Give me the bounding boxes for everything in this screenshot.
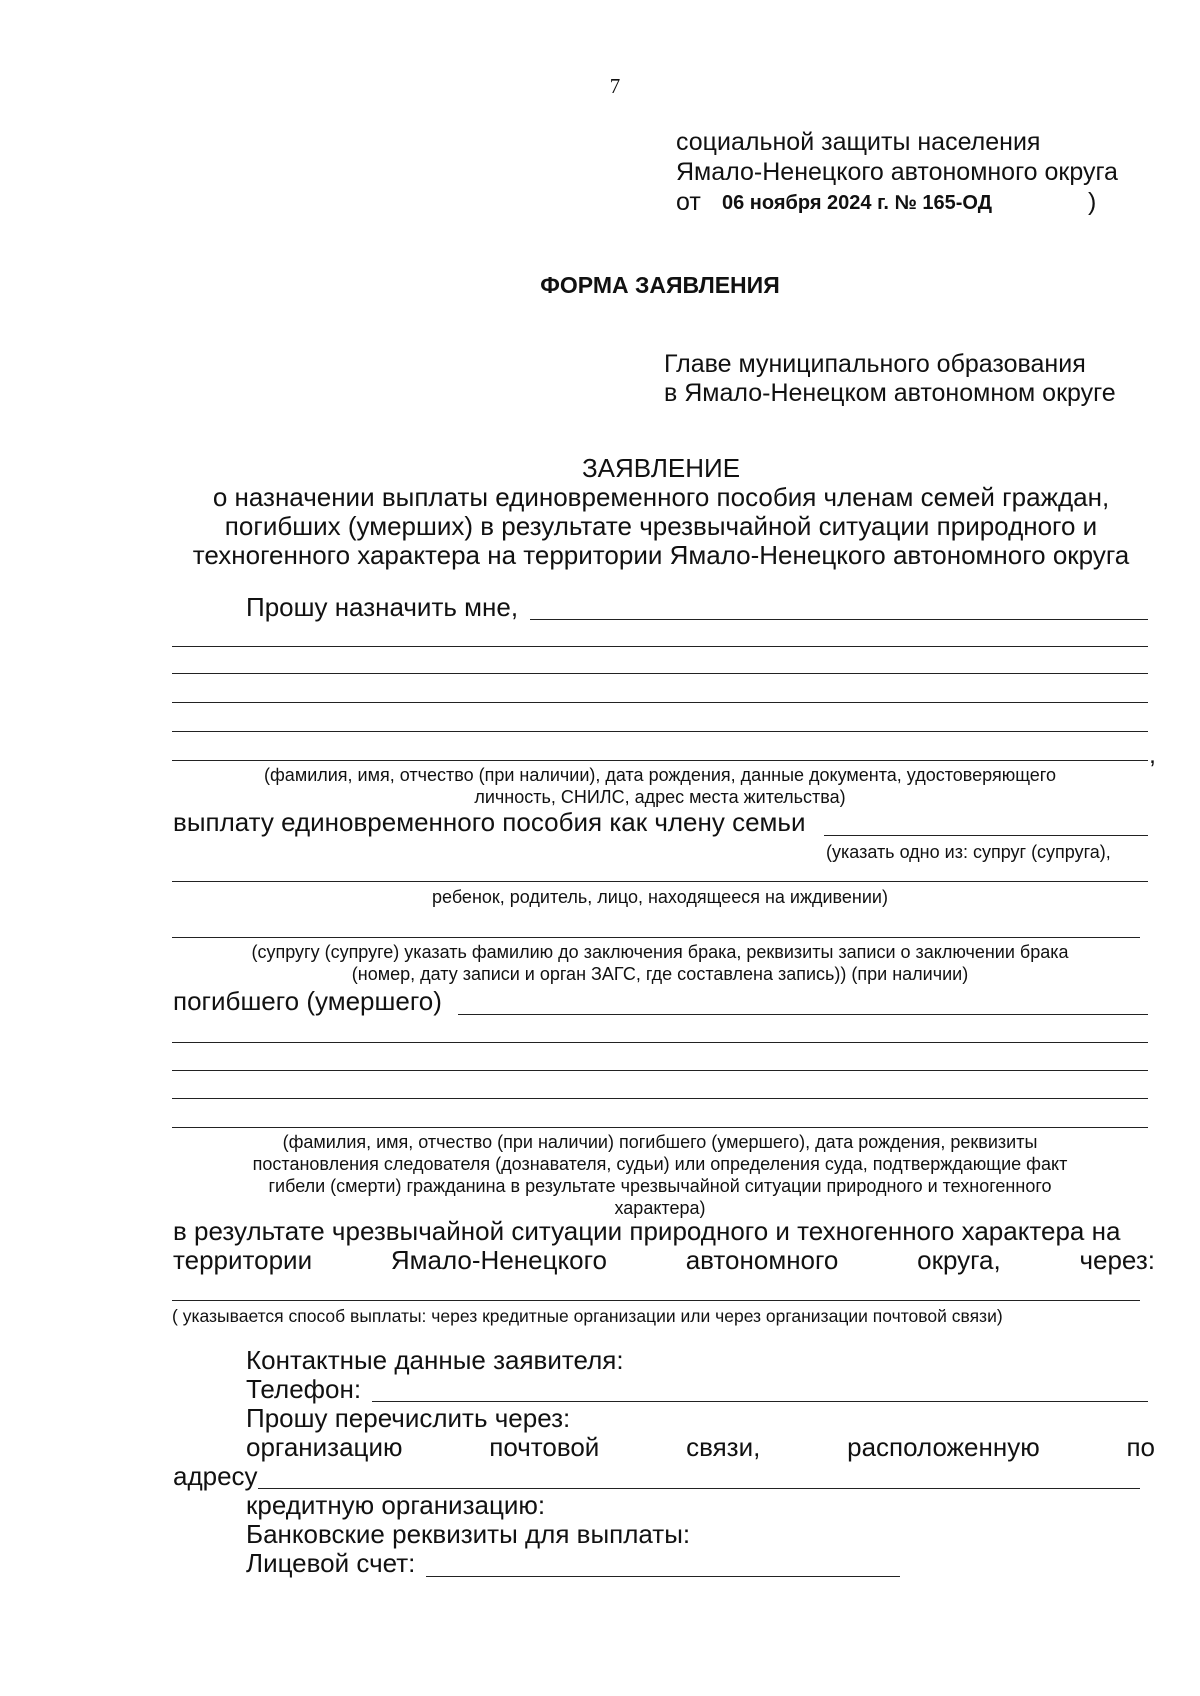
credit-org-label: кредитную организацию: — [246, 1490, 546, 1520]
postal-word: связи, — [686, 1432, 761, 1462]
address-field[interactable] — [258, 1488, 1140, 1489]
family-text: выплату единовременного пособия как члену семьи — [173, 807, 806, 837]
applicant-field-line-5[interactable] — [172, 731, 1148, 732]
result-word: территории — [173, 1245, 313, 1275]
applicant-request: Прошу назначить мне, — [246, 592, 519, 622]
family-hint-3-line-1: (супругу (супруге) указать фамилию до заключения брака, реквизиты записи о заключении брака — [251, 942, 1069, 962]
postal-word: организацию — [246, 1432, 403, 1462]
applicant-field-line-3[interactable] — [172, 673, 1148, 674]
deceased-hint-line-1: (фамилия, имя, отчество (при наличии) погибшего (умершего), дата рождения, реквизиты — [282, 1132, 1038, 1152]
statement-title: ЗАЯВЛЕНИЕ — [581, 453, 741, 483]
deceased-hint-line-3: гибели (смерти) гражданина в результате чрезвычайной ситуации природного и техногенного — [268, 1176, 1052, 1196]
result-hint: ( указывается способ выплаты: через кредитные организации или через организации почтовой связи) — [172, 1306, 1003, 1326]
deceased-name-field[interactable] — [458, 1014, 1148, 1015]
result-word: через: — [1079, 1245, 1155, 1275]
contacts-title: Контактные данные заявителя: — [246, 1345, 624, 1375]
addressee-line-2: в Ямало-Ненецком автономном округе — [664, 379, 1116, 407]
result-word: Ямало-Ненецкого — [390, 1245, 607, 1275]
transfer-label: Прошу перечислить через: — [246, 1403, 571, 1433]
applicant-comma: , — [1149, 741, 1156, 769]
postal-word: почтовой — [489, 1432, 600, 1462]
result-word: округа, — [917, 1245, 1001, 1275]
account-label: Лицевой счет: — [246, 1548, 416, 1578]
deceased-hint-line-2: постановления следователя (дознавателя, судьи) или определения суда, подтверждающие факт — [252, 1154, 1068, 1174]
applicant-name-field[interactable] — [530, 619, 1148, 620]
postal-line — [246, 1432, 1155, 1462]
bank-details-label: Банковские реквизиты для выплаты: — [246, 1519, 691, 1549]
family-hint-2: ребенок, родитель, лицо, находящееся на иждивении) — [432, 887, 888, 907]
applicant-field-line-2[interactable] — [172, 646, 1148, 647]
family-hint-1: (указать одно из: супруг (супруга), — [826, 842, 1111, 862]
deceased-field-line-3[interactable] — [172, 1070, 1148, 1071]
header-close-paren: ) — [1088, 188, 1097, 216]
deceased-hint-line-4: характера) — [614, 1198, 706, 1218]
postal-word: расположенную — [847, 1432, 1040, 1462]
result-line-2 — [173, 1245, 1155, 1275]
payment-method-field[interactable] — [172, 1300, 1140, 1301]
page-number: 7 — [609, 74, 621, 98]
family-field-line-2[interactable] — [172, 881, 1148, 882]
account-field[interactable] — [426, 1576, 900, 1577]
applicant-hint-line-1: (фамилия, имя, отчество (при наличии), дата рождения, данные документа, удостоверяющего — [264, 765, 1056, 785]
family-hint-3-line-2: (номер, дату записи и орган ЗАГС, где составлена запись)) (при наличии) — [351, 964, 969, 984]
statement-line-1: о назначении выплаты единовременного пособия членам семей граждан, — [212, 482, 1110, 512]
addressee-line-1: Главе муниципального образования — [664, 350, 1086, 378]
result-line-1: в результате чрезвычайной ситуации природного и техногенного характера на — [173, 1216, 1121, 1246]
address-label: адресу — [173, 1461, 258, 1491]
form-title: ФОРМА ЗАЯВЛЕНИЯ — [540, 272, 780, 298]
applicant-hint-line-2: личность, СНИЛС, адрес места жительства) — [474, 787, 846, 807]
deceased-label: погибшего (умершего) — [173, 986, 442, 1016]
phone-label: Телефон: — [246, 1374, 362, 1404]
header-date-number: 06 ноября 2024 г. № 165-ОД — [722, 192, 992, 214]
applicant-field-line-4[interactable] — [172, 702, 1148, 703]
statement-line-3: техногенного характера на территории Ямало-Ненецкого автономного округа — [192, 540, 1130, 570]
header-line-1: социальной защиты населения — [676, 128, 1041, 156]
applicant-field-line-6[interactable] — [172, 760, 1148, 761]
family-relation-field[interactable] — [824, 835, 1148, 836]
header-from-label: от — [676, 188, 701, 216]
deceased-field-line-4[interactable] — [172, 1098, 1148, 1099]
deceased-field-line-2[interactable] — [172, 1042, 1148, 1043]
deceased-field-line-5[interactable] — [172, 1127, 1148, 1128]
postal-word: по — [1126, 1432, 1155, 1462]
family-field-line-3[interactable] — [172, 937, 1140, 938]
phone-field[interactable] — [372, 1401, 1148, 1402]
header-line-2: Ямало-Ненецкого автономного округа — [676, 158, 1118, 186]
statement-line-2: погибших (умерших) в результате чрезвычайной ситуации природного и — [224, 511, 1098, 541]
result-word: автономного — [685, 1245, 839, 1275]
